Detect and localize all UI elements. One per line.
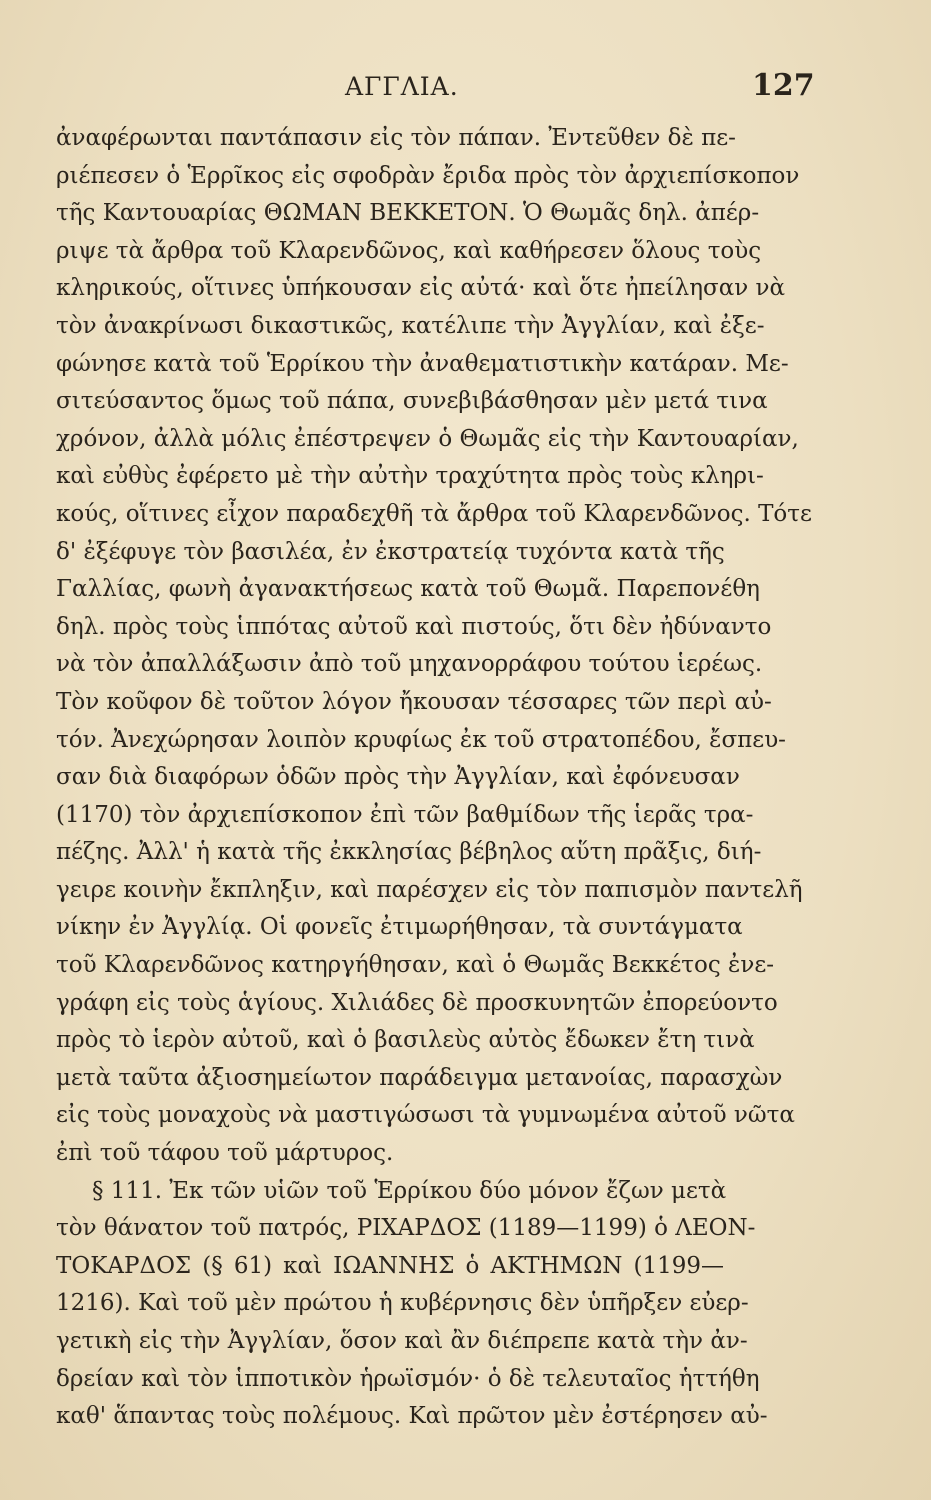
text-line: ἐπὶ τοῦ τάφου τοῦ μάρτυρος.	[56, 1140, 394, 1167]
text-line: ριψε τὰ ἄρθρα τοῦ Κλαρενδῶνος, καὶ καθήρεσεν ὅλους τοὺς	[56, 237, 762, 264]
text-line: χρόνον, ἀλλὰ μόλις ἐπέστρεψεν ὁ Θωμᾶς εἰς τὴν Καντουαρίαν,	[56, 425, 799, 452]
text-line: τὸν ἀνακρίνωσι δικαστικῶς, κατέλιπε τὴν Ἀγγλίαν, καὶ ἐξε-	[56, 312, 765, 339]
page-number: 127	[752, 68, 815, 103]
text-line: γετικὴ εἰς τὴν Ἀγγλίαν, ὅσον καὶ ἂν διέπρεπε κατὰ τὴν ἀν-	[56, 1328, 748, 1354]
text-line: γειρε κοινὴν ἔκπληξιν, καὶ παρέσχεν εἰς τὸν παπισμὸν παντελῆ	[56, 876, 803, 903]
text-line: νίκην ἐν Ἀγγλίᾳ. Οἱ φονεῖς ἐτιμωρήθησαν, τὰ συντάγματα	[56, 914, 743, 941]
text-line: δρείαν καὶ τὸν ἱπποτικὸν ἡρωϊσμόν· ὁ δὲ τελευταῖος ἡττήθη	[56, 1365, 760, 1392]
text-line: ΤΟΚΑΡΔΟΣ (§ 61) καὶ ΙΩΑΝΝΗΣ ὁ ΑΚΤΗΜΩΝ (1199—	[56, 1252, 724, 1279]
text-line: γράφη εἰς τοὺς ἁγίους. Χιλιάδες δὲ προσκυνητῶν ἐπορεύοντο	[56, 989, 778, 1016]
text-line: κληρικούς, οἵτινες ὑπήκουσαν εἰς αὐτά· καὶ ὅτε ἠπείλησαν νὰ	[56, 275, 786, 302]
text-line: μετὰ ταῦτα ἀξιοσημείωτον παράδειγμα μετανοίας, παρασχὼν	[56, 1064, 783, 1091]
text-line: σιτεύσαντος ὅμως τοῦ πάπα, συνεβιβάσθησαν μὲν μετά τινα	[56, 388, 768, 415]
text-line: πέζης. Ἀλλ' ἡ κατὰ τῆς ἐκκλησίας βέβηλος αὕτη πρᾶξις, διή-	[56, 839, 762, 866]
body-text	[56, 120, 812, 1436]
text-line: καθ' ἅπαντας τοὺς πολέμους. Καὶ πρῶτον μὲν ἐστέρησεν αὐ-	[56, 1403, 768, 1430]
text-line: Τὸν κοῦφον δὲ τοῦτον λόγον ἤκουσαν τέσσαρες τῶν περὶ αὐ-	[56, 688, 772, 715]
text-line: νὰ τὸν ἀπαλλάξωσιν ἀπὸ τοῦ μηχανορράφου τούτου ἱερέως.	[56, 651, 763, 678]
text-line: φώνησε κατὰ τοῦ Ἑρρίκου τὴν ἀναθεματιστικὴν κατάραν. Με-	[56, 350, 789, 377]
text-line: πρὸς τὸ ἱερὸν αὐτοῦ, καὶ ὁ βασιλεὺς αὐτὸς ἔδωκεν ἔτη τινὰ	[56, 1027, 755, 1054]
text-line: δ' ἐξέφυγε τὸν βασιλέα, ἐν ἐκστρατείᾳ τυχόντα κατὰ τῆς	[56, 538, 725, 565]
text-line: καὶ εὐθὺς ἐφέρετο μὲ τὴν αὐτὴν τραχύτητα πρὸς τοὺς κληρι-	[56, 463, 764, 490]
running-head	[0, 68, 931, 112]
text-line: τὸν θάνατον τοῦ πατρός, ΡΙΧΑΡΔΟΣ (1189—1199) ὁ ΛΕΟΝ-	[56, 1215, 756, 1242]
text-line: τόν. Ἀνεχώρησαν λοιπὸν κρυφίως ἐκ τοῦ στρατοπέδου, ἔσπευ-	[56, 726, 786, 753]
text-line: τοῦ Κλαρενδῶνος κατηργήθησαν, καὶ ὁ Θωμᾶς Βεκκέτος ἐνε-	[56, 952, 775, 979]
section-heading-line: § 111. Ἐκ τῶν υἱῶν τοῦ Ἑρρίκου δύο μόνον ἔζων μετὰ	[92, 1177, 727, 1204]
text-line: (1170) τὸν ἀρχιεπίσκοπον ἐπὶ τῶν βαθμίδων τῆς ἱερᾶς τρα-	[56, 801, 754, 828]
text-line: τῆς Καντουαρίας ΘΩΜΑΝ ΒΕΚΚΕΤΟΝ. Ὁ Θωμᾶς δηλ. ἀπέρ-	[56, 200, 760, 227]
text-line: ριέπεσεν ὁ Ἑρρῖκος εἰς σφοδρὰν ἔριδα πρὸς τὸν ἀρχιεπίσκοπον	[56, 162, 800, 189]
text-line: ἀναφέρωνται παντάπασιν εἰς τὸν πάπαν. Ἐντεῦθεν δὲ πε-	[56, 125, 736, 151]
text-line: Γαλλίας, φωνὴ ἀγανακτήσεως κατὰ τοῦ Θωμᾶ. Παρεπονέθη	[56, 576, 760, 603]
text-line: 1216). Καὶ τοῦ μὲν πρώτου ἡ κυβέρνησις δὲν ὑπῆρξεν εὐερ-	[56, 1290, 749, 1317]
running-head-title: ΑΓΓΛΙΑ.	[345, 72, 459, 101]
text-line: δηλ. πρὸς τοὺς ἱππότας αὐτοῦ καὶ πιστούς, ὅτι δὲν ἠδύναντο	[56, 613, 772, 640]
text-line: κούς, οἵτινες εἶχον παραδεχθῆ τὰ ἄρθρα τοῦ Κλαρενδῶνος. Τότε	[56, 500, 812, 527]
text-line: εἰς τοὺς μοναχοὺς νὰ μαστιγώσωσι τὰ γυμνωμένα αὐτοῦ νῶτα	[56, 1102, 795, 1129]
text-line: σαν διὰ διαφόρων ὁδῶν πρὸς τὴν Ἀγγλίαν, καὶ ἐφόνευσαν	[56, 764, 740, 791]
